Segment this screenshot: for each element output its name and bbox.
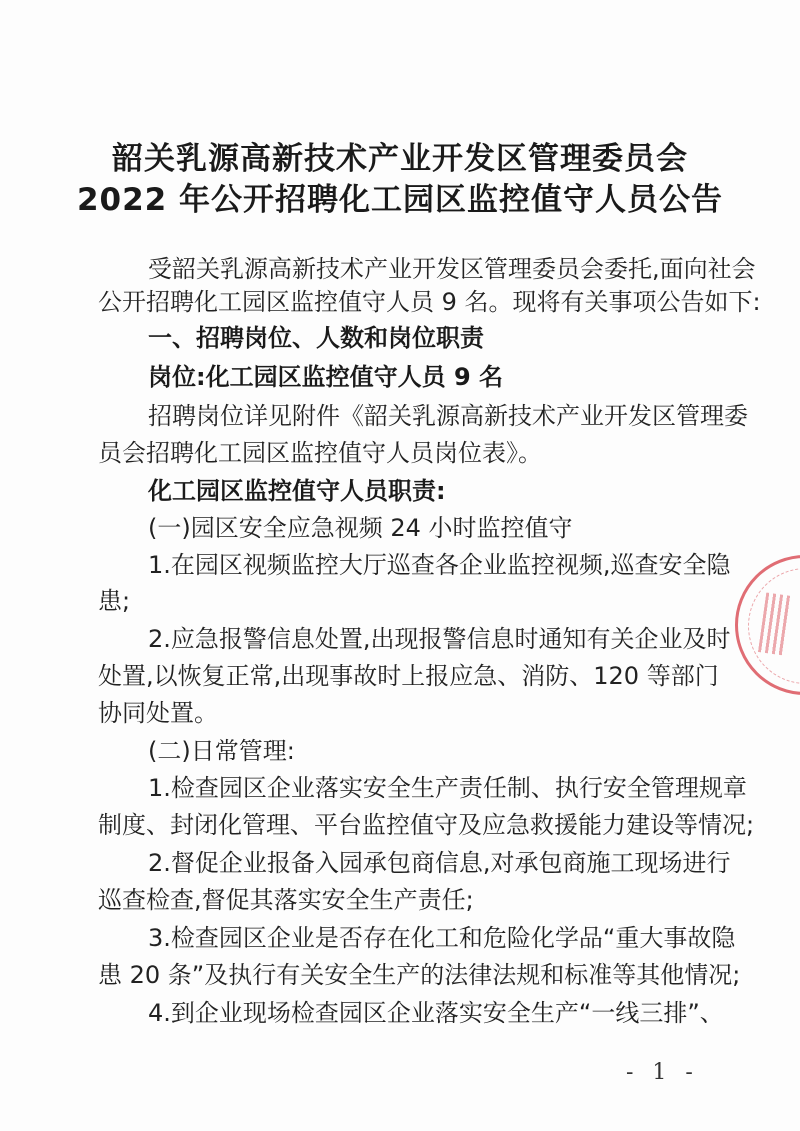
duty-1-2-line-1: 2.应急报警信息处置,出现报警信息时通知有关企业及时 xyxy=(148,625,731,653)
duty-2-2-line-1: 2.督促企业报备入园承包商信息,对承包商施工现场进行 xyxy=(148,849,731,877)
duty-section-1-heading: (一)园区安全应急视频 24 小时监控值守 xyxy=(148,514,573,542)
duty-2-3-line-1: 3.检查园区企业是否存在化工和危险化学品“重大事故隐 xyxy=(148,924,736,952)
duty-2-1-line-2: 制度、封闭化管理、平台监控值守及应急救援能力建设等情况; xyxy=(98,811,755,839)
duty-1-1-line-1: 1.在园区视频监控大厅巡查各企业监控视频,巡查安全隐 xyxy=(148,551,731,579)
duty-1-2-line-3: 协同处置。 xyxy=(98,699,218,727)
duty-section-2-heading: (二)日常管理: xyxy=(148,737,295,765)
section-heading-positions: 一、招聘岗位、人数和岗位职责 xyxy=(148,324,484,352)
duty-1-2-line-2: 处置,以恢复正常,出现事故时上报应急、消防、120 等部门 xyxy=(98,662,719,690)
duty-2-1-line-1: 1.检查园区企业落实安全生产责任制、执行安全管理规章 xyxy=(148,774,747,802)
duties-heading: 化工园区监控值守人员职责: xyxy=(148,477,446,505)
duty-2-4-line-1: 4.到企业现场检查园区企业落实安全生产“一线三排”、 xyxy=(148,999,724,1027)
duty-2-3-line-2: 患 20 条”及执行有关安全生产的法律法规和标准等其他情况; xyxy=(98,961,741,989)
paragraph-attachment-line-1: 招聘岗位详见附件《韶关乳源高新技术产业开发区管理委 xyxy=(148,402,748,430)
position-name: 岗位:化工园区监控值守人员 9 名 xyxy=(148,363,504,391)
paragraph-intro-line-1: 受韶关乳源高新技术产业开发区管理委员会委托,面向社会 xyxy=(148,255,756,283)
paragraph-attachment-line-2: 员会招聘化工园区监控值守人员岗位表》。 xyxy=(98,439,542,467)
document-title-line-1: 韶关乳源高新技术产业开发区管理委员会 xyxy=(112,141,688,177)
page-number: - 1 - xyxy=(626,1060,699,1085)
document-title-line-2: 2022 年公开招聘化工园区监控值守人员公告 xyxy=(76,182,724,218)
duty-2-2-line-2: 巡查检查,督促其落实安全生产责任; xyxy=(98,886,474,914)
red-seal-stamp xyxy=(735,555,800,695)
paragraph-intro-line-2: 公开招聘化工园区监控值守人员 9 名。现将有关事项公告如下: xyxy=(98,288,761,316)
duty-1-1-line-2: 患; xyxy=(98,587,131,615)
